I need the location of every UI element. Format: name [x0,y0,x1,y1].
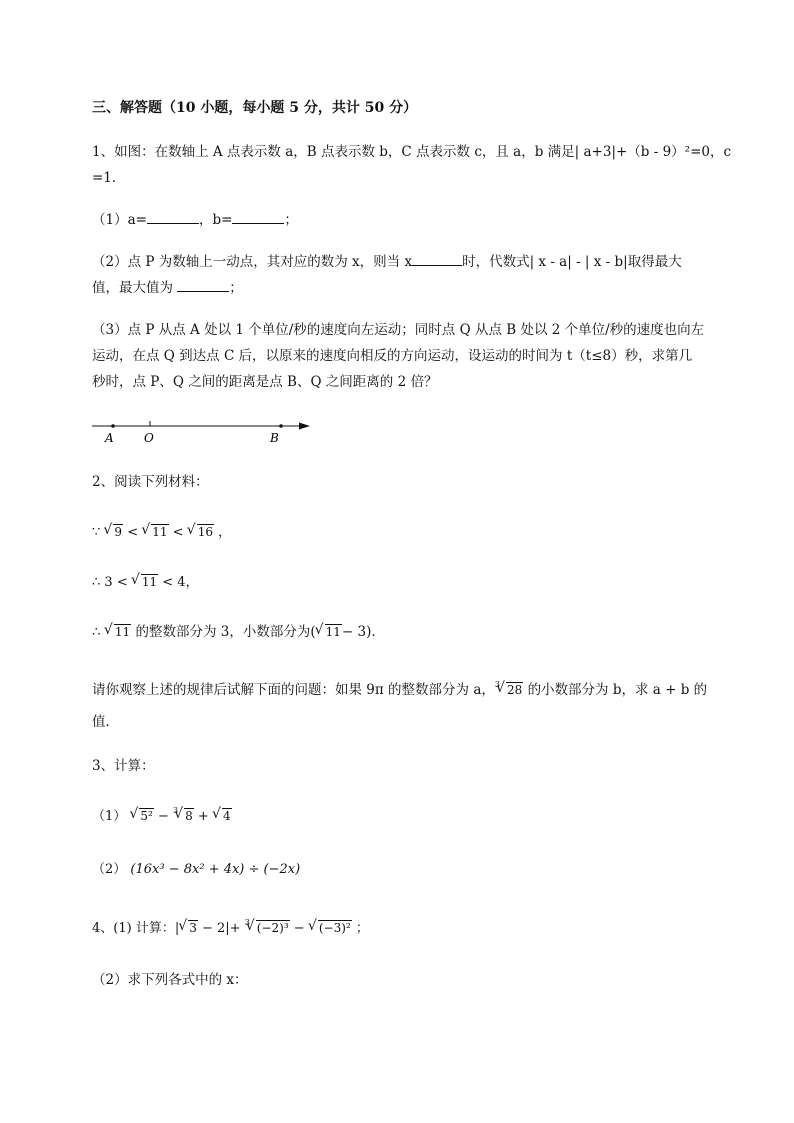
q1-stem-line2: =1． [92,170,126,186]
q2-line3-end: − 3)． [341,624,385,640]
q3-part2-label: （2） [92,862,127,877]
q1-stem-line1: 1、如图：在数轴上 A 点表示数 a，B 点表示数 b，C 点表示数 c，且 a，b 满足| a+3|+（b - 9）²=0，c [92,144,732,160]
origin-label: O [144,431,154,445]
q2-question-post: 的小数部分为 b，求 a + b 的 [527,682,708,698]
therefore-symbol: ∴ [92,575,101,590]
q1-part2-line2 [92,278,243,298]
q2-line3 [92,622,385,642]
q1-part1-pre: （1）a= [92,212,147,228]
q4-part1-end: ； [355,921,369,936]
q2-question-line1 [92,680,707,702]
q2-line2-left: 3 < [104,575,128,590]
q2-line2 [92,572,199,593]
q4-part1-label: 4、(1) 计算： [92,921,175,936]
q1-part1-post: ； [284,212,298,228]
q1-part2-line2-post: ； [229,280,243,296]
q3-part1: （1） √ 5² − $^3$√ 8 + √ 4 [92,806,232,828]
cube-root-index: 3 [494,680,500,689]
q3-part2 [92,860,300,880]
q1-part1 [92,210,298,230]
radical-11: √ 11 [106,622,131,642]
radical-8: √ 8 [176,806,194,826]
number-line-diagram [90,414,320,448]
radical-11: √ 11 [317,622,342,642]
point-b-label: B [270,431,279,445]
q1-part3-line1: （3）点 P 从点 A 处以 1 个单位/秒的速度向左运动；同时点 Q 从点 B 处以 2 个单位/秒的速度也向左 [92,322,705,338]
q2-question-pre: 请你观察上述的规律后试解下面的问题：如果 9π 的整数部分为 a， [92,682,495,698]
answer-blank-b[interactable] [232,211,284,224]
point-a-label: A [105,431,114,445]
q2-line1: ∵ √ 9 < √ 11 < √ 16 ， [92,522,231,543]
radical-9: √ 9 [105,522,123,542]
because-symbol: ∵ [92,525,101,540]
radical-5-squared: √ 5² [131,806,153,826]
q3-title: 3、计算： [92,758,155,774]
radical-neg3-squared: √ (−3)² [310,918,352,938]
q3-part2-expression: (16x³ − 8x² + 4x) ÷ (−2x) [130,862,301,877]
cube-root-index: 3 [244,918,250,927]
q3-part1-label: （1） [92,809,127,824]
point-a-dot [111,424,115,428]
q1-part2-post: 时，代数式| x - a| - | x - b|取得最大 [462,254,682,270]
answer-blank-a[interactable] [147,211,199,224]
radical-28: √ 28 [498,680,523,700]
number-line-arrow [299,423,310,430]
therefore-symbol: ∴ [92,624,101,640]
cube-root-index: 3 [173,806,179,815]
q1-part3-line3: 秒时，点 P、Q 之间的距离是点 B、Q 之间距离的 2 倍？ [92,374,438,390]
q1-part2-pre: （2）点 P 为数轴上一动点，其对应的数为 x，则当 x [92,254,413,270]
q2-title: 2、阅读下列材料： [92,474,209,490]
q1-part1-mid: ，b= [198,212,233,228]
section-title: 三、解答题（10 小题，每小题 5 分，共计 50 分） [92,100,418,116]
q1-part2-line2-pre: 值，最大值为 [92,280,178,296]
q1-part3-line2: 运动，在点 Q 到达点 C 后，以原来的速度向相反的方向运动，设运动的时间为 t（t≤8）秒，求第几 [92,348,693,364]
q4-part2: （2）求下列各式中的 x： [92,972,248,988]
radical-4: √ 4 [214,806,232,826]
q2-line3-text: 的整数部分为 3，小数部分为( [135,624,316,640]
radical-11: √ 11 [143,522,168,542]
radical-16: √ 16 [189,522,214,542]
answer-blank-x[interactable] [412,253,462,266]
radical-neg2-cubed: √ (−2)³ [248,918,290,938]
radical-11: √ 11 [133,572,158,592]
q4-part1: 4、(1) 计算：|√ 3 − 2|+ $^3$√ (−2)³ − √ (−3)² ； [92,918,369,940]
radical-3: √ 3 [180,918,198,938]
point-b-dot [279,424,283,428]
q2-question-line2: 值． [92,714,119,730]
q2-line2-right: < 4， [162,575,199,590]
q1-part2-line1 [92,252,682,272]
answer-blank-max[interactable] [177,279,229,292]
